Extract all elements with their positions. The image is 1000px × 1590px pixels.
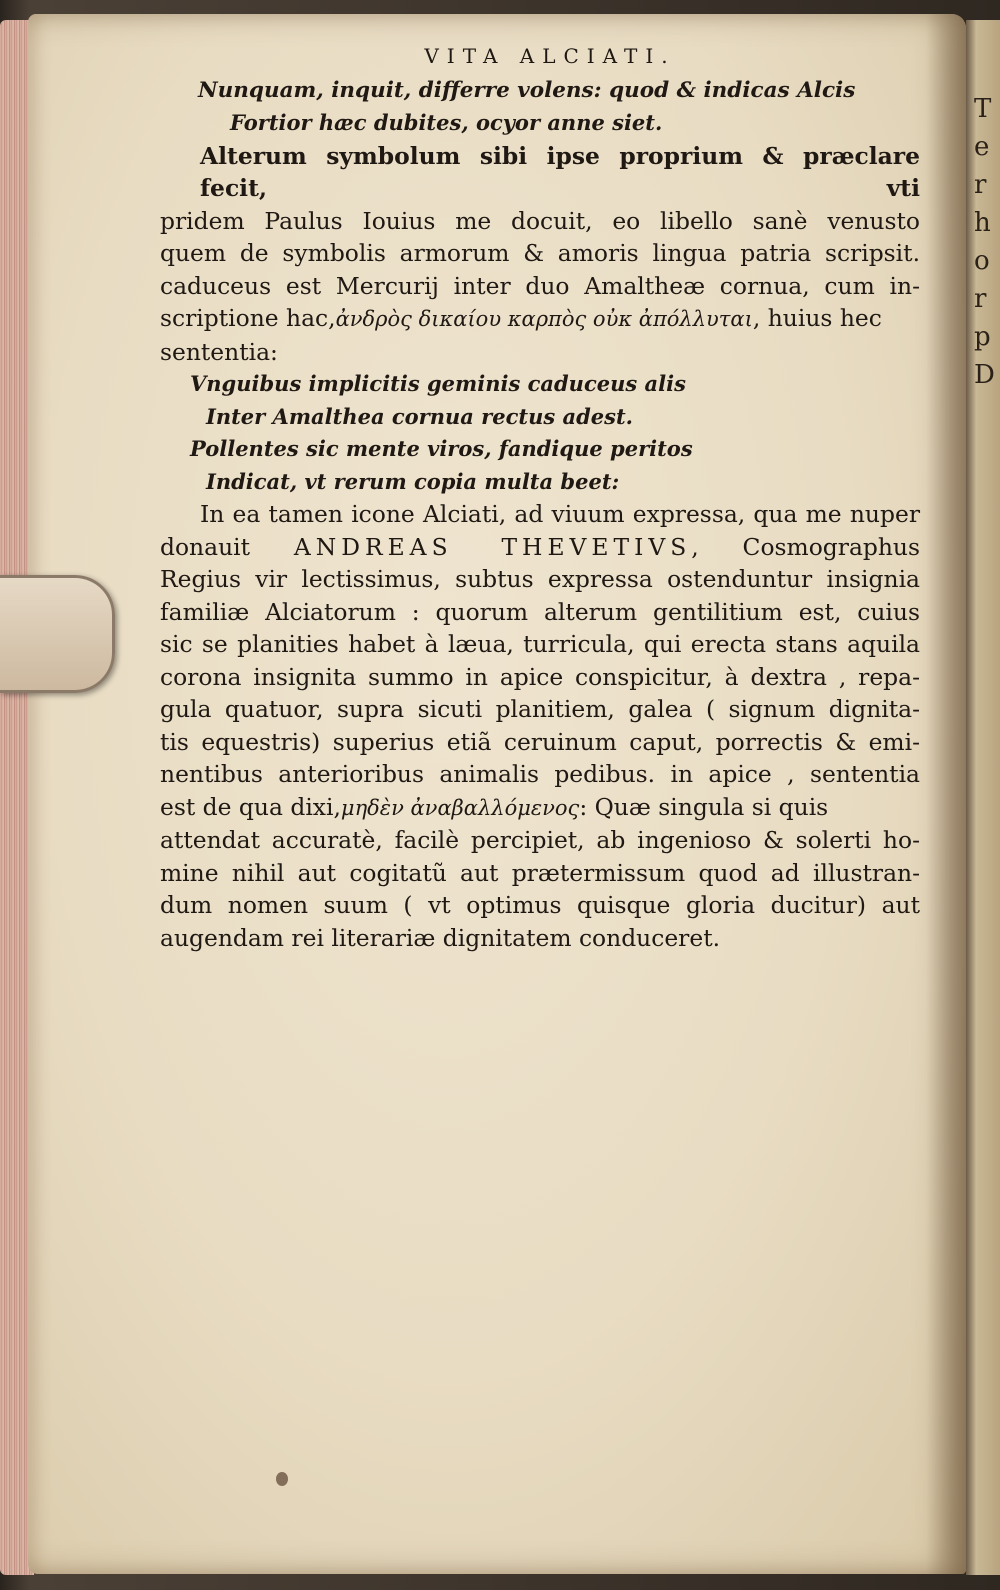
verse-line: Indicat, vt rerum copia multa beet: xyxy=(206,468,620,494)
text-line: nentibus anterioribus animalis pedibus. in apice , sententia xyxy=(160,760,920,788)
text-line: dum nomen suum ( vt optimus quisque gloria ducitur) aut xyxy=(160,891,920,919)
text-line xyxy=(160,791,920,825)
text-line: Regius vir lectissimus, subtus expressa ostenduntur insignia xyxy=(160,565,920,593)
gutter-shadow xyxy=(926,14,966,1574)
ink-stain xyxy=(276,1472,288,1486)
text-line: pridem Paulus Iouius me docuit, eo libello sanè venusto xyxy=(160,206,920,235)
text-line: augendam rei literariæ dignitatem conduceret. xyxy=(160,923,721,952)
greek-quote: μηδὲν ἀναβαλλόμενος xyxy=(340,795,580,820)
greek-quote: ἀνδρὸς δικαίου καρπὸς οὐκ ἀπόλλυται xyxy=(335,307,753,331)
name-smallcaps: ANDREAS THEVETIVS xyxy=(293,532,692,561)
verse-line: Fortior hæc dubites, ocyor anne siet. xyxy=(230,110,663,135)
text-line: gula quatuor, supra sicuti planitiem, galea ( signum dignita- xyxy=(160,695,920,723)
verse-line: Pollentes sic mente viros, fandique peritos xyxy=(190,436,693,461)
text-line: tis equestris) superius etiã ceruinum caput, porrectis & emi- xyxy=(160,727,920,756)
next-page-edge xyxy=(966,20,1000,1575)
text-span: , Cosmographus xyxy=(691,532,920,561)
text-line: corona insignita summo in apice conspicitur, à dextra , repa- xyxy=(160,662,920,691)
text-line xyxy=(160,140,920,205)
text-line: sic se planities habet à læua, turricula, qui erecta stans aquila xyxy=(160,630,920,658)
page-clip xyxy=(0,575,115,693)
text-line: quem de symbolis armorum & amoris lingua patria scripsit. xyxy=(160,239,920,267)
page-text xyxy=(160,40,920,954)
text-span: Alterum symbolum sibi ipse proprium & præclare fecit, vti xyxy=(200,141,920,202)
text-span: , huius hec xyxy=(752,304,882,332)
text-line: In ea tamen icone Alciati, ad viuum expressa, qua me nuper xyxy=(200,500,920,528)
next-page-edge-text: Terhor p D xyxy=(974,94,995,390)
text-span: donauit xyxy=(160,532,251,561)
text-line: familiæ Alciatorum : quorum alterum gentilitium est, cuius xyxy=(160,597,920,626)
verse-line: Inter Amalthea cornua rectus adest. xyxy=(206,403,633,429)
text-span: est de qua dixi, xyxy=(160,792,341,821)
text-line: mine nihil aut cogitatũ aut prætermissum quod ad illustran- xyxy=(160,858,920,887)
text-line: caduceus est Mercurij inter duo Amaltheæ cornua, cum in- xyxy=(160,271,920,300)
text-span: : Quæ singula si quis xyxy=(579,792,829,821)
verse-line: Vnguibus implicitis geminis caduceus alis xyxy=(190,371,686,396)
running-head: VITA ALCIATI. xyxy=(424,44,676,68)
text-line: sententia: xyxy=(160,337,278,366)
verse-line: Nunquam, inquit, differre volens: quod & indicas Alcis xyxy=(198,77,856,103)
text-line: attendat accuratè, facilè percipiet, ab ingenioso & solerti ho- xyxy=(160,826,920,854)
text-span: scriptione hac, xyxy=(160,304,336,332)
text-line xyxy=(160,302,920,336)
text-line xyxy=(160,531,920,564)
